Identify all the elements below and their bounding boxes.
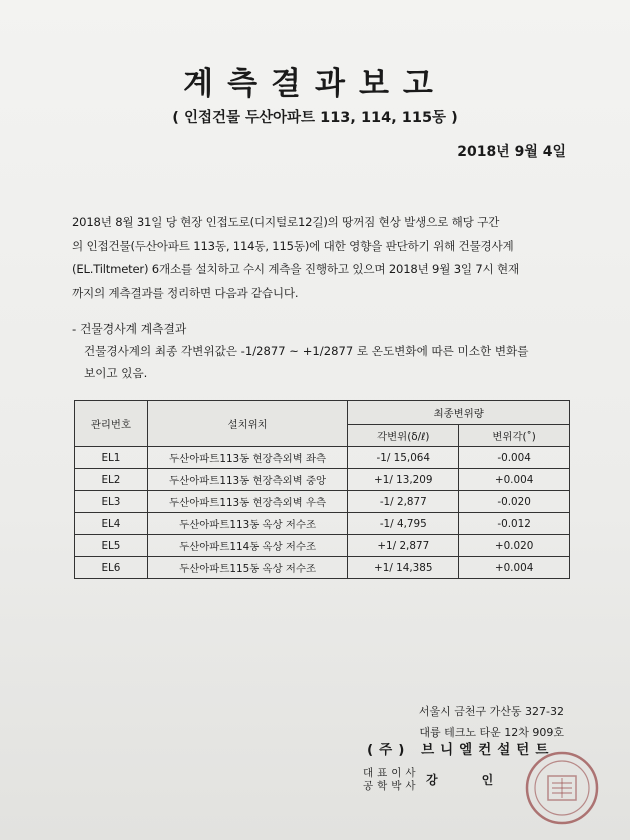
cell-tilt: +0.004 xyxy=(459,469,570,491)
cell-location: 두산아파트114동 옥상 저수조 xyxy=(147,535,348,557)
cell-angular: -1/ 15,064 xyxy=(348,447,459,469)
cell-angular: -1/ 4,795 xyxy=(348,513,459,535)
cell-angular: +1/ 2,877 xyxy=(348,535,459,557)
cell-id: EL4 xyxy=(75,513,148,535)
cell-tilt: +0.004 xyxy=(459,557,570,579)
header-id: 관리번호 xyxy=(75,401,148,447)
cell-location: 두산아파트113동 현장측외벽 좌측 xyxy=(147,447,348,469)
cell-tilt: -0.012 xyxy=(459,513,570,535)
paragraph-line: 까지의 계측결과를 정리하면 다음과 같습니다. xyxy=(72,285,299,300)
cell-location: 두산아파트113동 옥상 저수조 xyxy=(147,513,348,535)
cell-id: EL1 xyxy=(75,447,148,469)
table-row xyxy=(75,535,570,557)
section-line: 보이고 있음. xyxy=(84,366,148,380)
header-final-displacement: 최종변위량 xyxy=(348,401,570,425)
representative-name: 강인 xyxy=(426,773,538,787)
cell-location: 두산아파트115동 옥상 저수조 xyxy=(147,557,348,579)
section-line: 건물경사계의 최종 각변위값은 -1/2877 ~ +1/2877 로 온도변화에 따른 미소한 변화를 xyxy=(84,344,529,358)
cell-tilt: +0.020 xyxy=(459,535,570,557)
table-row xyxy=(75,557,570,579)
section-heading: - 건물경사계 계측결과 xyxy=(72,322,187,336)
cell-id: EL3 xyxy=(75,491,148,513)
paragraph-line: 의 인접건물(두산아파트 113동, 114동, 115동)에 대한 영향을 판단하기 위해 건물경사계 xyxy=(72,238,514,253)
cell-tilt: -0.020 xyxy=(459,491,570,513)
rep-title-ceo: 대표이사 xyxy=(363,767,420,779)
company-name: (주) 브니엘컨설턴트 xyxy=(367,742,555,758)
representative-titles xyxy=(363,767,420,793)
header-angular: 각변위(δ/ℓ) xyxy=(348,425,459,447)
table-row xyxy=(75,447,570,469)
building-line: 대륭 테크노 타운 12차 909호 xyxy=(419,726,564,739)
section-body xyxy=(84,340,584,384)
table-row xyxy=(75,469,570,491)
table-row xyxy=(75,513,570,535)
company-seal-icon xyxy=(524,750,600,826)
page-subtitle: ( 인접건물 두산아파트 113, 114, 115동 ) xyxy=(172,110,458,126)
page-title: 계측결과보고 xyxy=(183,66,447,102)
report-date: 2018년 9월 4일 xyxy=(457,144,566,160)
cell-angular: +1/ 13,209 xyxy=(348,469,459,491)
intro-paragraph xyxy=(72,211,582,305)
paragraph-line: (EL.Tiltmeter) 6개소를 설치하고 수시 계측을 진행하고 있으며 2018년 9월 3일 7시 현재 xyxy=(72,262,520,276)
cell-location: 두산아파트113동 현장측외벽 중앙 xyxy=(147,469,348,491)
company-address xyxy=(419,701,564,743)
cell-id: EL6 xyxy=(75,557,148,579)
cell-id: EL5 xyxy=(75,535,148,557)
results-table xyxy=(74,400,570,579)
address-line: 서울시 금천구 가산동 327-32 xyxy=(418,705,564,718)
header-location: 설치위치 xyxy=(147,401,348,447)
table-row xyxy=(75,491,570,513)
cell-angular: +1/ 14,385 xyxy=(348,557,459,579)
cell-location: 두산아파트113동 현장측외벽 우측 xyxy=(147,491,348,513)
cell-tilt: -0.004 xyxy=(459,447,570,469)
rep-title-phd: 공학박사 xyxy=(363,780,420,792)
cell-angular: -1/ 2,877 xyxy=(348,491,459,513)
cell-id: EL2 xyxy=(75,469,148,491)
paragraph-line: 2018년 8월 31일 당 현장 인접도로(디지털로12길)의 땅꺼짐 현상 발생으로 해당 구간 xyxy=(72,215,500,229)
header-tilt: 변위각(˚) xyxy=(459,425,570,447)
